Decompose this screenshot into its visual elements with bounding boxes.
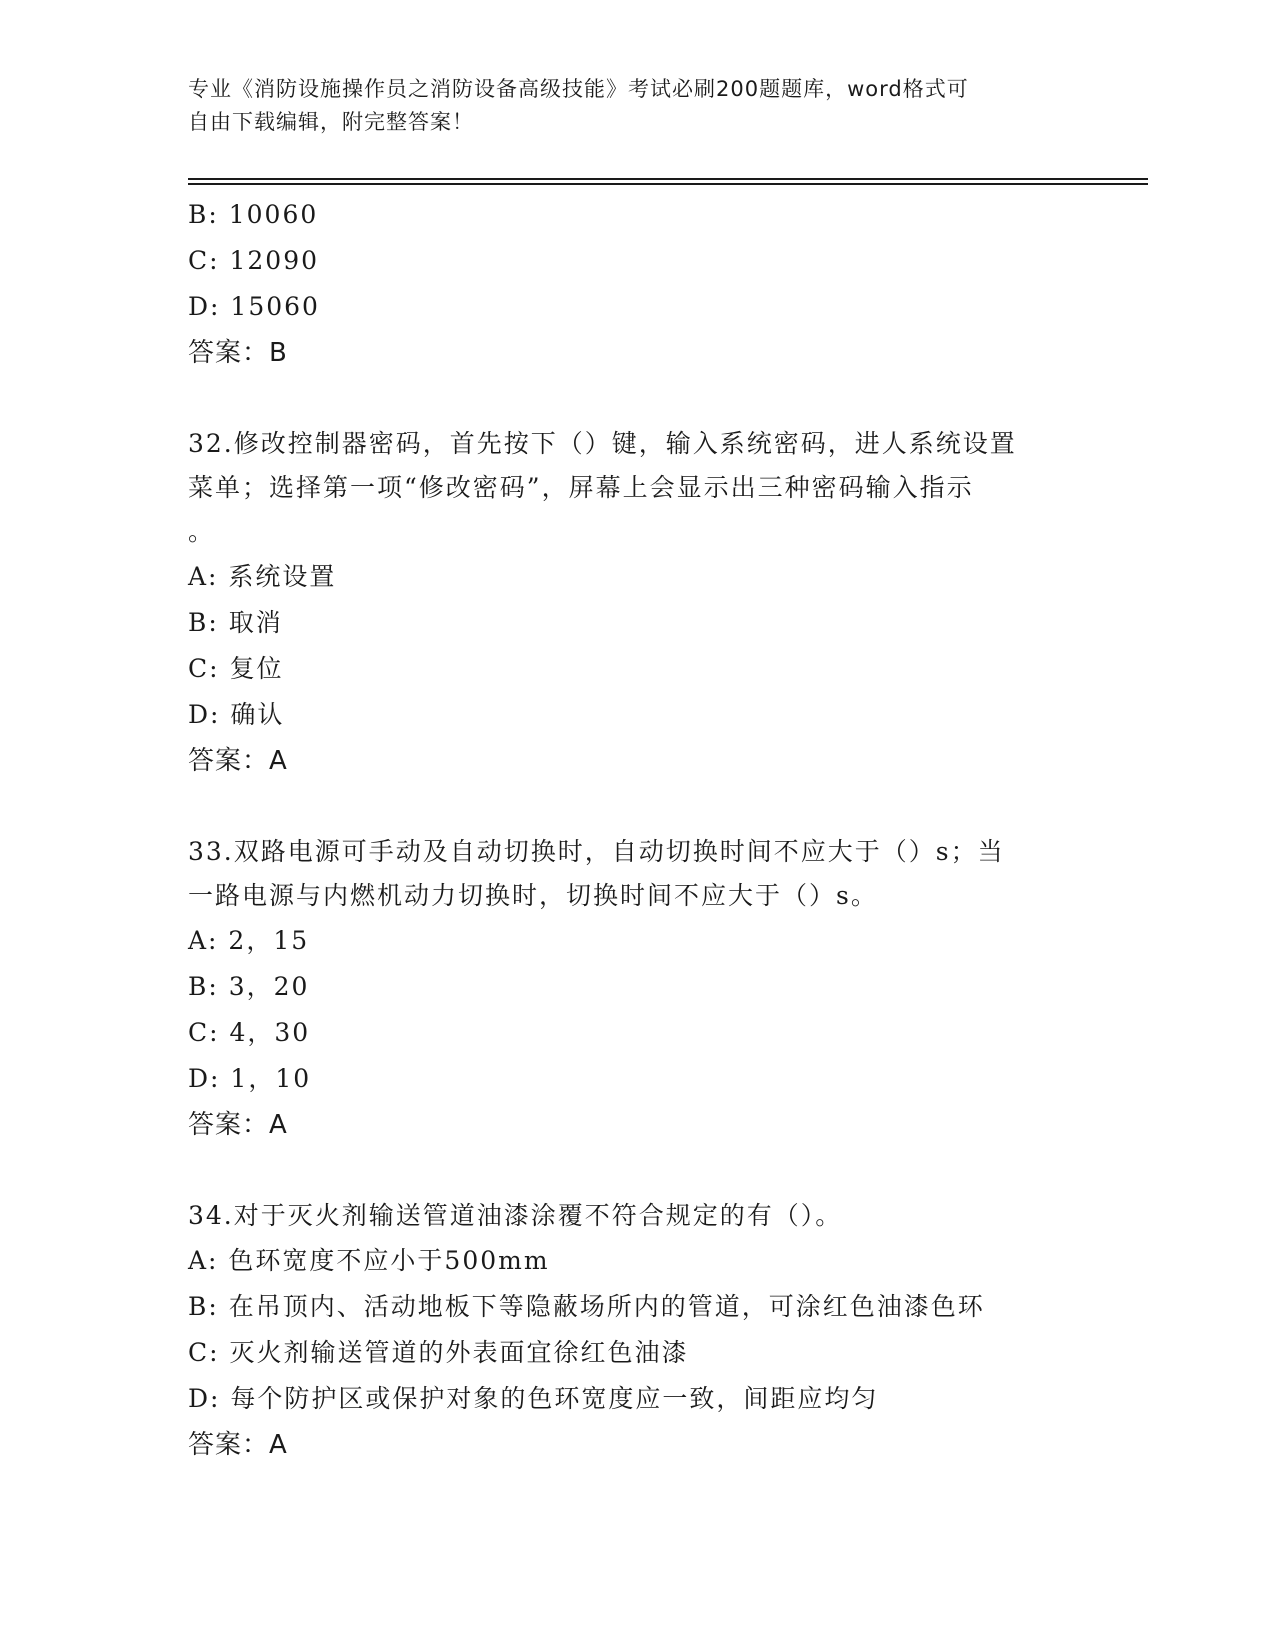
question-text-line: 33.双路电源可手动及自动切换时，自动切换时间不应大于（）s；当 <box>188 837 1005 866</box>
question-text-line: 34.对于灭火剂输送管道油漆涂覆不符合规定的有（）。 <box>188 1201 843 1230</box>
answer: 答案：A <box>188 1110 288 1140</box>
option-b: B: 10060 <box>188 200 319 229</box>
question-32 <box>188 422 1088 784</box>
question-text-line: 。 <box>188 517 216 546</box>
question-content <box>188 192 1088 1468</box>
option-a: A: 色环宽度不应小于500mm <box>188 1246 550 1275</box>
option-c: C: 灭火剂输送管道的外表面宜徐红色油漆 <box>188 1338 689 1367</box>
option-b: B: 在吊顶内、活动地板下等隐蔽场所内的管道，可涂红色油漆色环 <box>188 1292 985 1321</box>
option-a: A: 系统设置 <box>188 562 337 591</box>
option-d: D: 确认 <box>188 700 285 729</box>
previous-question <box>188 192 1088 376</box>
option-d: D: 每个防护区或保护对象的色环宽度应一致，间距应均匀 <box>188 1384 879 1413</box>
question-text-line: 32.修改控制器密码，首先按下（）键，输入系统密码，进人系统设置 <box>188 429 1017 458</box>
answer: 答案：A <box>188 1430 288 1460</box>
option-d: D: 1，10 <box>188 1064 312 1093</box>
answer: 答案：A <box>188 746 288 776</box>
option-b: B: 3，20 <box>188 972 310 1001</box>
question-text-line: 菜单；选择第一项“修改密码”，屏幕上会显示出三种密码输入指示 <box>188 473 974 502</box>
document-header: 专业《消防设施操作员之消防设备高级技能》考试必刷200题题库，word格式可 自由下载编辑，附完整答案！ <box>188 77 969 134</box>
option-c: C: 12090 <box>188 246 320 275</box>
question-text-line: 一路电源与内燃机动力切换时，切换时间不应大于（）s。 <box>188 881 878 910</box>
answer: 答案：B <box>188 338 288 368</box>
option-c: C: 复位 <box>188 654 284 683</box>
header-rule-top <box>188 178 1148 180</box>
header-rule-bottom <box>188 183 1148 185</box>
option-d: D: 15060 <box>188 292 320 321</box>
question-34 <box>188 1194 1088 1468</box>
question-33 <box>188 830 1088 1148</box>
option-a: A: 2，15 <box>188 926 310 955</box>
option-c: C: 4，30 <box>188 1018 311 1047</box>
option-b: B: 取消 <box>188 608 283 637</box>
